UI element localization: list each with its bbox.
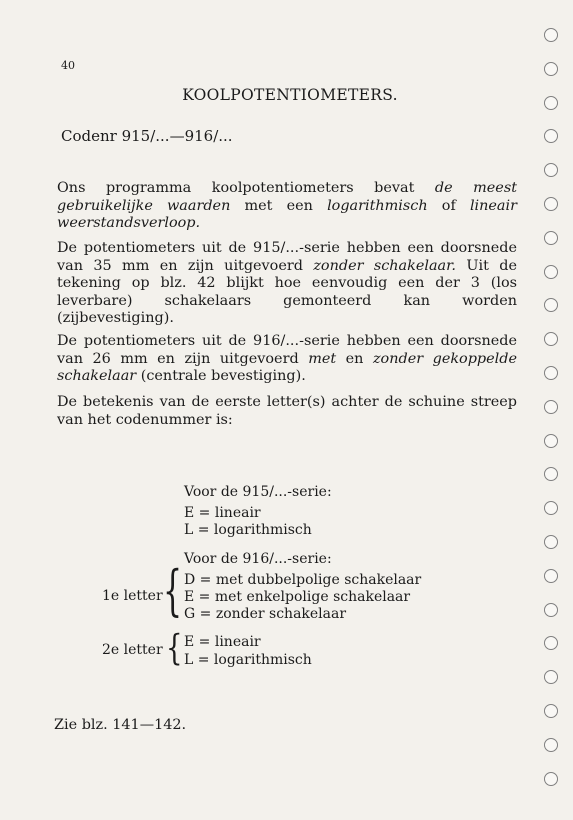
body-text: De potentiometers uit de 916/...-serie hebben een doorsnede van 26 mm en zijn uitgevoerd xyxy=(57,333,517,367)
binder-hole-icon xyxy=(544,96,558,110)
binder-hole-icon xyxy=(544,772,558,786)
binder-hole-icon xyxy=(544,704,558,718)
brace-icon: { xyxy=(163,560,183,624)
binder-hole-icon xyxy=(544,332,558,346)
binder-hole-icon xyxy=(544,62,558,76)
binder-hole-icon xyxy=(544,400,558,414)
second-letter-label: 2e letter xyxy=(102,642,163,658)
binder-hole-icon xyxy=(544,129,558,143)
binder-hole-icon xyxy=(544,163,558,177)
legend-item: L = logarithmisch xyxy=(184,652,312,668)
legend-item: E = met enkelpolige schakelaar xyxy=(184,589,411,605)
binder-hole-icon xyxy=(544,670,558,684)
series-915-paragraph xyxy=(57,240,517,328)
series-916-heading: Voor de 916/...-serie: xyxy=(184,551,332,567)
binder-holes xyxy=(544,28,564,818)
letter-meaning-paragraph xyxy=(57,394,517,429)
binder-hole-icon xyxy=(544,738,558,752)
page-title: KOOLPOTENTIOMETERS. xyxy=(182,86,398,104)
legend-item: G = zonder schakelaar xyxy=(184,606,347,622)
emphasis-text: met xyxy=(308,350,337,367)
binder-hole-icon xyxy=(544,535,558,549)
binder-hole-icon xyxy=(544,28,558,42)
emphasis-text: lineair weerstandsverloop. xyxy=(57,197,517,232)
body-text: met een xyxy=(230,197,328,214)
emphasis-text: logarithmisch xyxy=(327,197,428,214)
series-915-heading: Voor de 915/...-serie: xyxy=(184,484,332,500)
body-text: Ons programma koolpotentiometers bevat xyxy=(57,180,435,196)
binder-hole-icon xyxy=(544,467,558,481)
binder-hole-icon xyxy=(544,231,558,245)
binder-hole-icon xyxy=(544,569,558,583)
body-text: of xyxy=(427,197,470,214)
body-text: De betekenis van de eerste letter(s) achter de schuine streep van het codenummer is: xyxy=(57,394,517,428)
binder-hole-icon xyxy=(544,197,558,211)
intro-paragraph xyxy=(57,180,517,233)
body-text: De potentiometers uit de 915/...-serie hebben een doorsnede van 35 mm en zijn uitgevoerd xyxy=(57,240,517,274)
first-letter-label: 1e letter xyxy=(102,588,163,604)
brace-icon: { xyxy=(166,628,183,669)
page-number: 40 xyxy=(61,59,75,72)
binder-hole-icon xyxy=(544,366,558,380)
binder-hole-icon xyxy=(544,298,558,312)
binder-hole-icon xyxy=(544,501,558,515)
body-text: en xyxy=(336,350,373,367)
legend-item: L = logarithmisch xyxy=(184,522,312,538)
page-reference: Zie blz. 141—142. xyxy=(54,717,187,733)
legend-item: E = lineair xyxy=(184,505,261,521)
emphasis-text: zonder schakelaar. xyxy=(313,257,457,274)
body-text: (centrale bevestiging). xyxy=(136,368,306,385)
body-text: Uit de tekening op blz. 42 blijkt hoe eenvoudig een der 3 (los leverbare) schakelaars gemonteerd kan worden (zijbevestiging). xyxy=(57,257,518,327)
code-number-line: Codenr 915/...—916/... xyxy=(61,127,233,145)
binder-hole-icon xyxy=(544,434,558,448)
binder-hole-icon xyxy=(544,265,558,279)
legend-item: E = lineair xyxy=(184,634,261,650)
emphasis-text: de meest gebruikelijke waarden xyxy=(57,180,517,214)
binder-hole-icon xyxy=(544,603,558,617)
emphasis-text: zonder gekoppelde schakelaar xyxy=(57,350,517,385)
binder-hole-icon xyxy=(544,636,558,650)
legend-item: D = met dubbelpolige schakelaar xyxy=(184,572,422,588)
series-916-paragraph xyxy=(57,333,517,386)
